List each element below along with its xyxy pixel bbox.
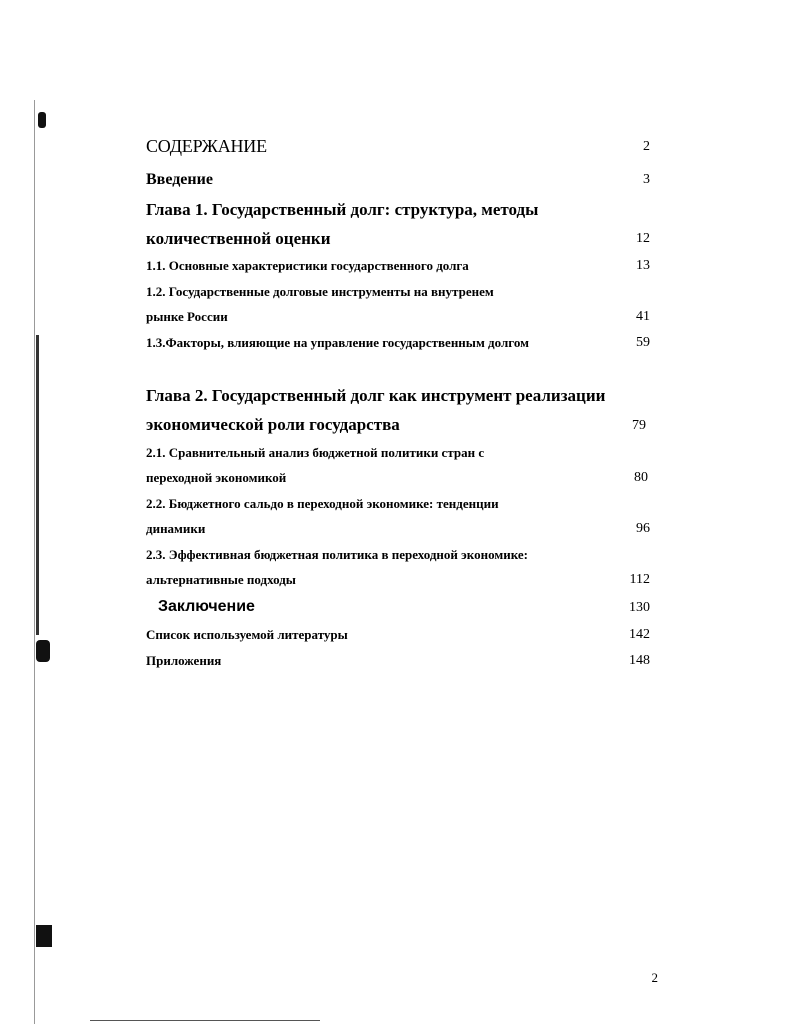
toc-references-page: 142 — [629, 627, 650, 642]
toc-intro-page: 3 — [643, 172, 650, 187]
toc-appendix: Приложения — [146, 653, 222, 668]
scan-mark — [38, 112, 46, 128]
toc-chapter-1-page: 12 — [636, 231, 650, 246]
toc-section-2-1-line1: 2.1. Сравнительный анализ бюджетной политики стран с — [146, 445, 485, 460]
toc-section-2-3-line2: альтернативные подходы — [146, 572, 296, 587]
scan-mark — [36, 640, 50, 662]
toc-heading-page: 2 — [643, 139, 650, 154]
toc-section-1-2-line2: рынке России — [146, 309, 228, 324]
toc-section-1-2-page: 41 — [636, 309, 650, 324]
toc-conclusion-page: 130 — [629, 600, 650, 615]
scan-mark — [36, 925, 52, 947]
toc-section-1-2-line1: 1.2. Государственные долговые инструменты на внутренем — [146, 284, 494, 299]
toc-section-2-2-line2: динамики — [146, 521, 206, 536]
toc-section-2-1-line2: переходной экономикой — [146, 470, 287, 485]
toc-chapter-2-page: 79 — [632, 418, 646, 433]
toc-section-1-3-page: 59 — [636, 335, 650, 350]
toc-section-2-3-line1: 2.3. Эффективная бюджетная политика в переходной экономике: — [146, 547, 528, 562]
scan-mark — [36, 335, 39, 635]
toc-conclusion: Заключение — [158, 598, 255, 615]
toc-chapter-2-line1: Глава 2. Государственный долг как инструмент реализации — [146, 386, 606, 405]
toc-chapter-2-line2: экономической роли государства — [146, 415, 400, 434]
toc-section-1-1-page: 13 — [636, 258, 650, 273]
toc-section-2-2-page: 96 — [636, 521, 650, 536]
toc-chapter-1-line1: Глава 1. Государственный долг: структура, методы — [146, 200, 539, 219]
toc-section-2-2-line1: 2.2. Бюджетного сальдо в переходной экономике: тенденции — [146, 496, 499, 511]
toc-section-2-3-page: 112 — [629, 572, 650, 587]
toc-intro: Введение — [146, 171, 213, 188]
toc-references: Список используемой литературы — [146, 627, 348, 642]
page-number: 2 — [651, 970, 658, 985]
toc-section-2-1-page: 80 — [634, 470, 648, 485]
toc-appendix-page: 148 — [629, 653, 650, 668]
scan-edge-line — [34, 100, 35, 1024]
scan-mark — [90, 1020, 320, 1021]
toc-heading: СОДЕРЖАНИЕ — [146, 136, 267, 156]
toc-chapter-1-line2: количественной оценки — [146, 229, 331, 248]
toc-section-1-3: 1.3.Факторы, влияющие на управление государственным долгом — [146, 335, 529, 350]
toc-section-1-1: 1.1. Основные характеристики государственного долга — [146, 258, 469, 273]
